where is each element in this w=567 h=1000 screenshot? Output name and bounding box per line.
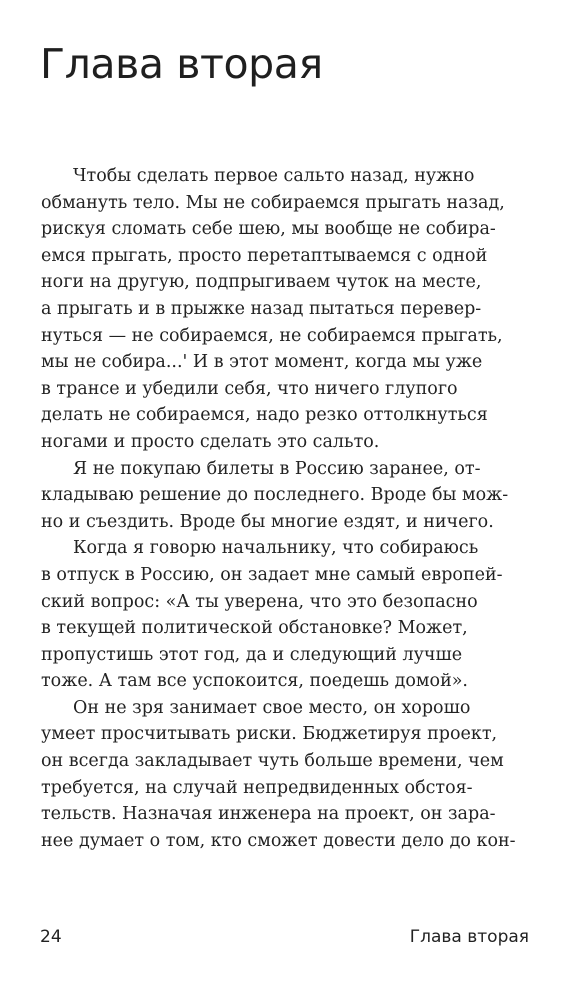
- text-line: делать не собираемся, надо резко оттолкнуться: [41, 405, 488, 426]
- text-line: Когда я говорю начальнику, что собираюсь: [73, 538, 479, 559]
- text-line: в отпуск в Россию, он задает мне самый европей-: [41, 564, 503, 585]
- text-line: умеет просчитывать риски. Бюджетируя проект,: [41, 724, 498, 745]
- page-number: 24: [40, 927, 62, 947]
- text-line: нее думает о том, кто сможет довести дело до кон-: [41, 830, 516, 851]
- paragraph: [41, 535, 531, 695]
- text-line: ногами и просто сделать это сальто.: [41, 431, 380, 452]
- text-line: кладываю решение до последнего. Вроде бы мож-: [41, 485, 509, 506]
- paragraph: [41, 695, 531, 855]
- text-line: пропустишь этот год, да и следующий лучше: [41, 644, 463, 665]
- running-head: Глава вторая: [409, 927, 529, 947]
- paragraph: [41, 456, 531, 536]
- text-line: ноги на другую, подпрыгиваем чуток на месте,: [41, 272, 482, 293]
- text-line: требуется, на случай непредвиденных обстоя-: [41, 777, 473, 798]
- text-line: рискуя сломать себе шею, мы вообще не собира-: [41, 219, 496, 240]
- paragraph: [41, 163, 531, 456]
- chapter-title: Глава вторая: [40, 40, 323, 88]
- text-line: Я не покупаю билеты в Россию заранее, от-: [73, 458, 481, 479]
- text-line: он всегда закладывает чуть больше времени, чем: [41, 751, 504, 772]
- text-line: тоже. А там все успокоится, поедешь домой».: [41, 671, 468, 692]
- text-line: емся прыгать, просто перетаптываемся с одной: [41, 245, 488, 266]
- text-line: тельств. Назначая инженера на проект, он зара-: [41, 804, 496, 825]
- text-line: но и съездить. Вроде бы многие ездят, и ничего.: [41, 511, 494, 532]
- text-line: а прыгать и в прыжке назад пытаться перевер-: [41, 298, 482, 319]
- text-line: обмануть тело. Мы не собираемся прыгать назад,: [41, 192, 505, 213]
- text-line: нуться — не собираемся, не собираемся прыгать,: [41, 325, 503, 346]
- body-text: [41, 163, 531, 854]
- text-line: Он не зря занимает свое место, он хорошо: [73, 697, 471, 718]
- text-line: мы не собира...' И в этот момент, когда мы уже: [41, 352, 483, 373]
- text-line: ский вопрос: «А ты уверена, что это безопасно: [41, 591, 478, 612]
- text-line: Чтобы сделать первое сальто назад, нужно: [73, 166, 475, 186]
- text-line: в текущей политической обстановке? Может,: [41, 618, 468, 639]
- text-line: в трансе и убедили себя, что ничего глупого: [41, 378, 458, 399]
